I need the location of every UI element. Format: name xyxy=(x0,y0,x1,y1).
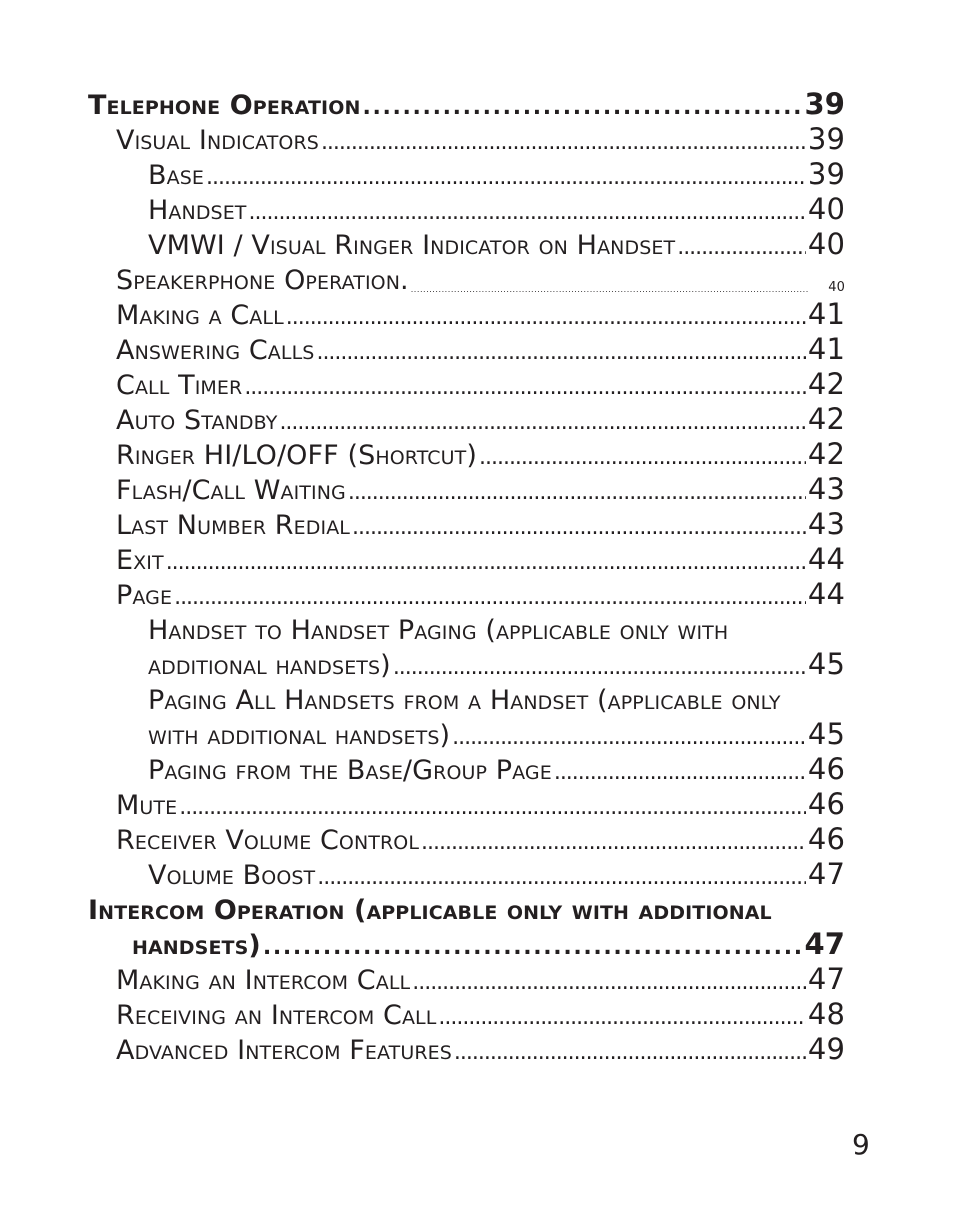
dot-leader xyxy=(393,657,806,679)
dot-leader xyxy=(279,412,805,434)
toc-entry xyxy=(0,259,954,294)
dot-leader xyxy=(263,937,803,959)
toc-entry-title: Auto Standby xyxy=(116,405,278,436)
dot-leader xyxy=(348,482,806,504)
dot-leader xyxy=(352,517,806,539)
toc-entry xyxy=(0,399,954,434)
toc-entry-page: 42 xyxy=(807,402,845,436)
toc-entry-page: 46 xyxy=(807,787,845,821)
toc-entry-page: 43 xyxy=(807,507,845,541)
toc-entry-title: Call Timer xyxy=(116,370,243,401)
toc-entry xyxy=(0,889,954,924)
toc-entry-title: Receiving an Intercom Call xyxy=(116,1000,437,1031)
toc-entry-page: 40 xyxy=(807,227,845,261)
toc-entry-title: with additional handsets) xyxy=(148,720,451,751)
toc-entry-title: Receiver Volume Control xyxy=(116,825,420,856)
toc-entry xyxy=(0,679,954,714)
dot-leader xyxy=(479,447,806,469)
toc-entry xyxy=(0,959,954,994)
toc-entry-title: Paging All Handsets from a Handset (applicable only xyxy=(148,685,781,716)
toc-entry xyxy=(0,469,954,504)
toc-entry xyxy=(0,294,954,329)
toc-entry xyxy=(0,504,954,539)
toc-entry-page: 41 xyxy=(807,297,845,331)
toc-entry xyxy=(0,749,954,784)
toc-entry xyxy=(0,224,954,259)
toc-entry xyxy=(0,609,954,644)
dot-leader xyxy=(317,867,806,889)
dot-leader xyxy=(677,237,806,259)
toc-entry-page: 39 xyxy=(804,87,845,121)
dot-leader xyxy=(412,972,806,994)
dot-leader xyxy=(179,797,806,819)
toc-entry-title: Paging from the Base/Group Page xyxy=(148,755,552,786)
dot-leader xyxy=(206,167,806,189)
dot-leader xyxy=(454,1042,806,1064)
table-of-contents xyxy=(0,84,954,1064)
toc-entry-page: 46 xyxy=(807,822,845,856)
toc-entry-page: 39 xyxy=(807,122,845,156)
toc-entry-page: 47 xyxy=(807,857,845,891)
toc-entry xyxy=(0,189,954,224)
dot-leader xyxy=(411,286,827,294)
toc-entry-title: Volume Boost xyxy=(148,860,316,891)
toc-entry-title: Exit xyxy=(116,545,164,576)
toc-entry-title: Advanced Intercom Features xyxy=(116,1035,452,1066)
toc-entry xyxy=(0,1029,954,1064)
toc-entry xyxy=(0,84,954,119)
toc-entry-page: 39 xyxy=(807,157,845,191)
toc-entry-title: Last Number Redial xyxy=(116,510,350,541)
dot-leader xyxy=(554,762,806,784)
toc-entry-page: 47 xyxy=(807,962,845,996)
toc-entry xyxy=(0,819,954,854)
toc-entry xyxy=(0,924,954,959)
dot-leader xyxy=(438,1007,805,1029)
toc-entry-page: 49 xyxy=(807,1032,845,1066)
toc-entry-title: Telephone Operation xyxy=(88,90,361,121)
toc-entry-page: 41 xyxy=(807,332,845,366)
toc-entry xyxy=(0,329,954,364)
toc-entry xyxy=(0,854,954,889)
toc-entry xyxy=(0,154,954,189)
toc-entry-page: 44 xyxy=(807,577,845,611)
dot-leader xyxy=(421,832,806,854)
toc-entry-page: 42 xyxy=(807,367,845,401)
page-number: 9 xyxy=(852,1128,870,1161)
dot-leader xyxy=(321,132,806,154)
dot-leader xyxy=(174,587,806,609)
toc-entry xyxy=(0,644,954,679)
dot-leader xyxy=(362,97,802,119)
toc-entry-title: Ringer HI/LO/OFF (Shortcut) xyxy=(116,440,478,471)
toc-entry-page: 40 xyxy=(828,280,845,295)
toc-entry-page: 43 xyxy=(807,472,845,506)
toc-entry-title: Making an Intercom Call xyxy=(116,965,411,996)
toc-entry-title: Handset xyxy=(148,195,247,226)
toc-entry-title: additional handsets) xyxy=(148,650,391,681)
toc-entry-title: Answering Calls xyxy=(116,335,315,366)
toc-entry-page: 46 xyxy=(807,752,845,786)
toc-entry-title: Page xyxy=(116,580,173,611)
toc-entry-page: 40 xyxy=(807,192,845,226)
toc-entry xyxy=(0,434,954,469)
toc-entry-page: 44 xyxy=(807,542,845,576)
toc-entry xyxy=(0,574,954,609)
toc-entry-page: 45 xyxy=(807,717,845,751)
toc-entry xyxy=(0,994,954,1029)
toc-entry-page: 48 xyxy=(807,997,845,1031)
toc-entry xyxy=(0,714,954,749)
toc-entry xyxy=(0,539,954,574)
toc-entry-title: Flash/Call Waiting xyxy=(116,475,346,506)
toc-entry-title: Base xyxy=(148,160,204,191)
toc-entry-page: 42 xyxy=(807,437,845,471)
toc-entry-title: Making a Call xyxy=(116,300,284,331)
dot-leader xyxy=(166,552,806,574)
toc-entry-page: 47 xyxy=(804,927,845,961)
dot-leader xyxy=(452,727,806,749)
toc-entry xyxy=(0,119,954,154)
dot-leader xyxy=(244,377,806,399)
toc-entry xyxy=(0,784,954,819)
dot-leader xyxy=(316,342,805,364)
toc-entry-title: handsets) xyxy=(132,930,261,961)
toc-entry-title: Speakerphone Operation. xyxy=(116,265,409,296)
dot-leader xyxy=(286,307,806,329)
toc-entry-title: Intercom Operation (applicable only with additional xyxy=(88,895,772,926)
dot-leader xyxy=(249,202,806,224)
toc-entry-page: 45 xyxy=(807,647,845,681)
toc-entry-title: VMWI / Visual Ringer Indicator on Handset xyxy=(148,230,676,261)
toc-entry-title: Visual Indicators xyxy=(116,125,319,156)
toc-entry xyxy=(0,364,954,399)
toc-entry-title: Handset to Handset Paging (applicable only with xyxy=(148,615,729,646)
toc-entry-title: Mute xyxy=(116,790,178,821)
